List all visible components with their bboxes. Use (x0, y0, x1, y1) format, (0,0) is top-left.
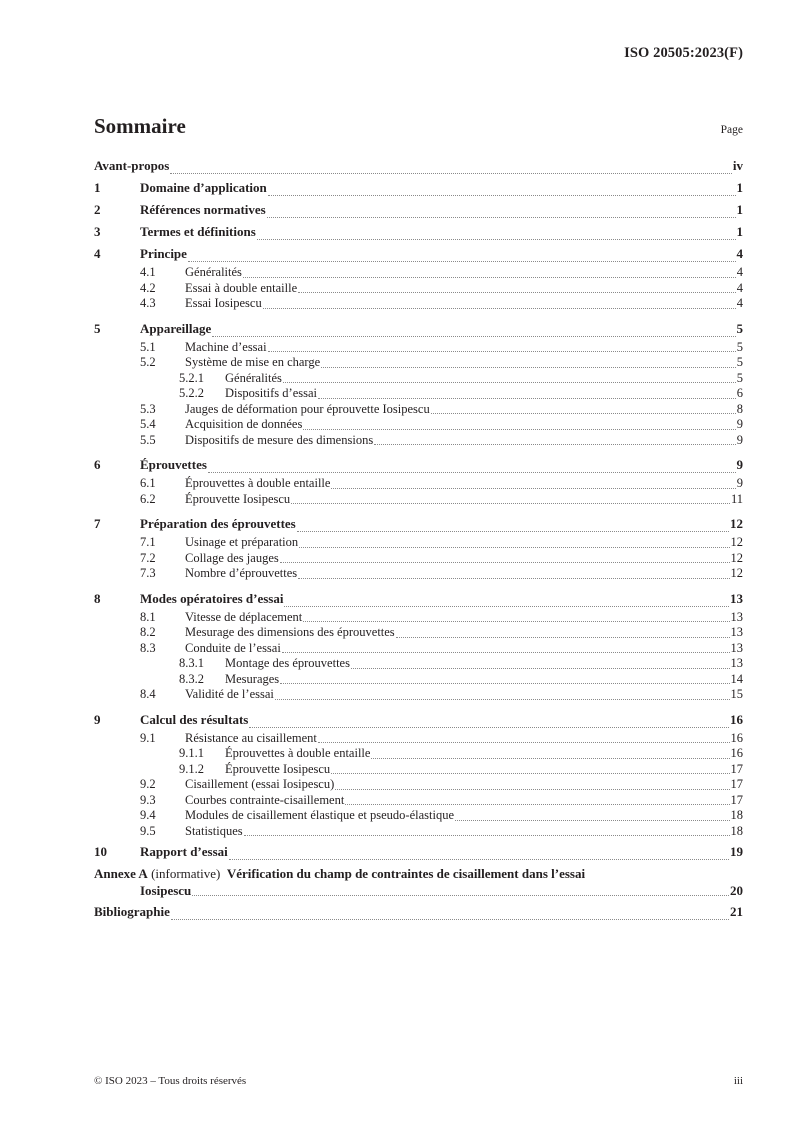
dot-leader (188, 260, 736, 262)
toc-number: 9.1.2 (179, 761, 204, 776)
toc-page: 6 (736, 386, 743, 400)
dot-leader (170, 172, 732, 174)
toc-entry-section-3[interactable] (94, 221, 743, 243)
toc-number: 8.4 (140, 687, 156, 701)
annex-first-line (94, 865, 743, 882)
dot-leader (263, 307, 736, 309)
dot-leader (303, 620, 729, 622)
copyright-notice: © ISO 2023 – Tous droits réservés (94, 1075, 247, 1087)
toc-number: 7 (94, 516, 101, 531)
toc-entry-4-3[interactable] (94, 296, 743, 312)
toc-entry-8-4[interactable] (94, 687, 743, 703)
toc-number: 4 (94, 246, 101, 261)
toc-number: 7.3 (140, 566, 156, 580)
toc-label: Dispositifs de mesure des dimensions (185, 432, 374, 447)
toc-number: 5.5 (140, 432, 156, 447)
toc-entry-section-4[interactable] (94, 243, 743, 265)
toc-number: 5.1 (140, 339, 156, 354)
toc-entry-5-4[interactable] (94, 417, 743, 433)
toc-number: 2 (94, 202, 101, 217)
toc-page: 9 (736, 457, 743, 472)
toc-page: 5 (736, 320, 743, 336)
toc-entry-8-3[interactable] (94, 641, 743, 657)
dot-leader (212, 335, 735, 337)
toc-entry-6-1[interactable] (94, 476, 743, 492)
toc-label: Références normatives (140, 202, 266, 217)
toc-page: 4 (736, 280, 743, 295)
toc-label: Principe (140, 246, 187, 261)
toc-label: Machine d’essai (185, 339, 267, 354)
toc-number: 9.2 (140, 777, 156, 791)
toc-entry-9-1-2[interactable] (94, 762, 743, 778)
toc-page: 12 (730, 535, 743, 549)
toc-label: Conduite de l’essai (185, 640, 281, 655)
toc-label: Éprouvettes à double entaille (225, 746, 371, 760)
toc-page: 18 (730, 808, 743, 822)
toc-entry-5-3[interactable] (94, 402, 743, 418)
toc-page: 13 (730, 590, 743, 606)
toc-entry-section-1[interactable] (94, 177, 743, 199)
toc-page: 11 (730, 491, 743, 506)
toc-label: Jauges de déformation pour éprouvette Iosipescu (185, 401, 430, 416)
toc-number: 7.2 (140, 550, 156, 565)
toc-entry-section-5[interactable] (94, 318, 743, 340)
toc-number: 8.3.2 (179, 671, 204, 686)
dot-leader (267, 216, 736, 218)
dot-leader (291, 502, 730, 504)
toc-number: 1 (94, 180, 101, 195)
toc-entry-5-1[interactable] (94, 340, 743, 356)
toc-number: 9 (94, 711, 101, 727)
toc-number: 9.3 (140, 792, 156, 807)
annex-title-continued: Iosipescu (140, 883, 192, 898)
document-id: ISO 20505:2023(F) (624, 45, 743, 61)
toc-page: 21 (730, 904, 743, 919)
dot-leader (298, 291, 736, 293)
dot-leader (280, 561, 730, 563)
toc-label: Courbes contrainte-cisaillement (185, 792, 345, 807)
dot-leader (298, 577, 729, 579)
toc-label: Cisaillement (essai Iosipescu) (185, 777, 335, 791)
toc-label: Modules de cisaillement élastique et pseudo-élastique (185, 808, 455, 822)
toc-number: 8.3.1 (179, 656, 204, 670)
toc-number: 4.3 (140, 296, 156, 310)
dot-leader (282, 651, 730, 653)
toc-page: 1 (736, 224, 743, 239)
toc-entry-section-8[interactable] (94, 588, 743, 610)
page-number: iii (733, 1075, 743, 1087)
toc-number: 6.1 (140, 476, 156, 490)
dot-leader (268, 350, 736, 352)
annex-title: Vérification du champ de contraintes de cisaillement dans l’essai (226, 866, 586, 881)
dot-leader (275, 698, 730, 700)
toc-label: Montage des éprouvettes (225, 656, 350, 670)
toc-label: Modes opératoires d’essai (140, 590, 284, 606)
dot-leader (297, 530, 729, 532)
dot-leader (299, 546, 729, 548)
dot-leader (192, 894, 729, 896)
toc-entry-section-7[interactable] (94, 513, 743, 535)
toc-label: Mesurages (225, 671, 280, 686)
toc-entry-7-3[interactable] (94, 566, 743, 582)
dot-leader (431, 412, 736, 414)
toc-entry-9-4[interactable] (94, 808, 743, 824)
dot-leader (345, 803, 729, 805)
toc-label: Système de mise en charge (185, 355, 321, 369)
toc-page: 13 (730, 609, 743, 624)
toc-entry-section-6[interactable] (94, 454, 743, 476)
toc-label: Vitesse de déplacement (185, 609, 303, 624)
toc-page: 12 (730, 550, 743, 565)
toc-page: 1 (736, 202, 743, 217)
dot-leader (229, 858, 729, 860)
dot-leader (396, 636, 730, 638)
toc-page: 1 (736, 180, 743, 195)
toc-number: 8.1 (140, 609, 156, 624)
toc-number: 4.2 (140, 280, 156, 295)
toc-label: Nombre d’éprouvettes (185, 566, 298, 580)
toc-entry-8-3-1[interactable] (94, 656, 743, 672)
toc-entry-4-1[interactable] (94, 265, 743, 281)
toc-number: 5.3 (140, 401, 156, 416)
dot-leader (243, 276, 736, 278)
toc-number: 5.2.2 (179, 386, 204, 400)
toc-entry-9-2[interactable] (94, 777, 743, 793)
toc-label: Mesurage des dimensions des éprouvettes (185, 625, 395, 639)
toc-page: 14 (730, 671, 743, 686)
toc-label: Généralités (185, 265, 242, 279)
toc-entry-foreword[interactable] (94, 155, 743, 177)
dot-leader (284, 605, 729, 607)
toc-entry-5-2-1[interactable] (94, 371, 743, 387)
dot-leader (244, 834, 730, 836)
dot-leader (303, 428, 735, 430)
annex-second-line (94, 882, 743, 899)
toc-page: 13 (730, 640, 743, 655)
toc-page: 5 (736, 339, 743, 354)
title-row (94, 114, 743, 139)
table-of-contents (94, 155, 743, 923)
toc-label: Appareillage (140, 320, 212, 336)
toc-number: 8 (94, 590, 101, 606)
toc-label: Rapport d’essai (140, 844, 228, 859)
toc-page: 5 (736, 370, 743, 385)
toc-label: Avant-propos (94, 158, 170, 173)
toc-page: 17 (730, 792, 743, 807)
toc-entry-section-10[interactable] (94, 841, 743, 863)
toc-page: 15 (730, 687, 743, 701)
toc-page: 16 (730, 730, 743, 745)
toc-label: Essai à double entaille (185, 280, 298, 295)
toc-page: 12 (730, 516, 743, 531)
toc-entry-section-9[interactable] (94, 709, 743, 731)
toc-label: Éprouvette Iosipescu (225, 761, 331, 776)
dot-leader (257, 238, 736, 240)
toc-number: 8.3 (140, 640, 156, 655)
toc-entry-8-1[interactable] (94, 610, 743, 626)
toc-page: 5 (736, 355, 743, 369)
toc-label: Éprouvettes à double entaille (185, 476, 331, 490)
toc-label: Statistiques (185, 823, 243, 838)
toc-page: 17 (730, 777, 743, 791)
toc-label: Bibliographie (94, 904, 170, 919)
toc-page: 9 (736, 476, 743, 490)
toc-number: 10 (94, 844, 107, 859)
toc-page: 4 (736, 296, 743, 310)
toc-page: 17 (730, 761, 743, 776)
toc-number: 5 (94, 320, 101, 336)
toc-number: 5.2.1 (179, 370, 204, 385)
toc-number: 9.1.1 (179, 746, 204, 760)
toc-page: 16 (730, 746, 743, 760)
toc-label: Généralités (225, 370, 282, 385)
toc-number: 5.4 (140, 417, 156, 431)
dot-leader (283, 381, 736, 383)
dot-leader (331, 772, 729, 774)
dot-leader (318, 741, 730, 743)
page-title: Sommaire (94, 114, 186, 138)
toc-page: 13 (730, 625, 743, 639)
annex-prefix: Annexe A (94, 866, 148, 881)
dot-leader (455, 819, 729, 821)
dot-leader (351, 667, 730, 669)
toc-entry-8-2[interactable] (94, 625, 743, 641)
toc-entry-5-2-2[interactable] (94, 386, 743, 402)
toc-entry-5-2[interactable] (94, 355, 743, 371)
toc-label: Essai Iosipescu (185, 296, 262, 310)
toc-entry-annex-a[interactable] (94, 865, 743, 899)
toc-page: 12 (730, 566, 743, 580)
toc-number: 4.1 (140, 265, 156, 279)
toc-number: 3 (94, 224, 101, 239)
toc-page: 19 (730, 844, 743, 859)
toc-label: Éprouvettes (140, 457, 207, 472)
toc-entry-7-1[interactable] (94, 535, 743, 551)
toc-number: 6 (94, 457, 101, 472)
toc-page: 4 (736, 246, 743, 261)
toc-label: Préparation des éprouvettes (140, 516, 296, 531)
toc-page: 8 (736, 401, 743, 416)
page-footer (94, 1075, 743, 1087)
page-column-label: Page (720, 124, 743, 136)
dot-leader (371, 757, 729, 759)
toc-entry-8-3-2[interactable] (94, 672, 743, 688)
toc-page: 13 (730, 656, 743, 670)
toc-entry-6-2[interactable] (94, 492, 743, 508)
toc-number: 7.1 (140, 535, 156, 549)
dot-leader (374, 443, 736, 445)
toc-page: 16 (730, 711, 743, 727)
dot-leader (249, 726, 729, 728)
toc-label: Résistance au cisaillement (185, 730, 317, 745)
toc-entry-5-5[interactable] (94, 433, 743, 449)
toc-entry-9-1-1[interactable] (94, 746, 743, 762)
dot-leader (280, 682, 729, 684)
toc-page: 20 (730, 883, 743, 898)
toc-label: Validité de l’essai (185, 687, 274, 701)
toc-number: 6.2 (140, 491, 156, 506)
toc-page: 18 (730, 823, 743, 838)
toc-label: Usinage et préparation (185, 535, 299, 549)
toc-number: 8.2 (140, 625, 156, 639)
dot-leader (208, 471, 736, 473)
toc-entry-9-3[interactable] (94, 793, 743, 809)
dot-leader (321, 366, 736, 368)
dot-leader (331, 487, 735, 489)
toc-page: 9 (736, 432, 743, 447)
annex-type: (informative) (151, 866, 221, 881)
toc-page: iv (732, 158, 743, 173)
toc-label: Acquisition de données (185, 417, 303, 431)
dot-leader (335, 788, 729, 790)
toc-entry-section-2[interactable] (94, 199, 743, 221)
toc-label: Calcul des résultats (140, 711, 249, 727)
toc-number: 9.1 (140, 730, 156, 745)
toc-number: 9.4 (140, 808, 156, 822)
toc-entry-9-1[interactable] (94, 731, 743, 747)
toc-number: 9.5 (140, 823, 156, 838)
toc-page: 9 (736, 417, 743, 431)
toc-page: 4 (736, 265, 743, 279)
toc-label: Termes et définitions (140, 224, 256, 239)
toc-label: Éprouvette Iosipescu (185, 491, 291, 506)
dot-leader (318, 397, 736, 399)
toc-number: 5.2 (140, 355, 156, 369)
toc-label: Collage des jauges (185, 550, 279, 565)
toc-entry-bibliography[interactable] (94, 901, 743, 923)
toc-label: Domaine d’application (140, 180, 267, 195)
toc-entry-9-5[interactable] (94, 824, 743, 840)
toc-entry-4-2[interactable] (94, 281, 743, 297)
toc-entry-7-2[interactable] (94, 551, 743, 567)
dot-leader (268, 194, 736, 196)
dot-leader (171, 918, 729, 920)
toc-label: Dispositifs d’essai (225, 386, 318, 400)
